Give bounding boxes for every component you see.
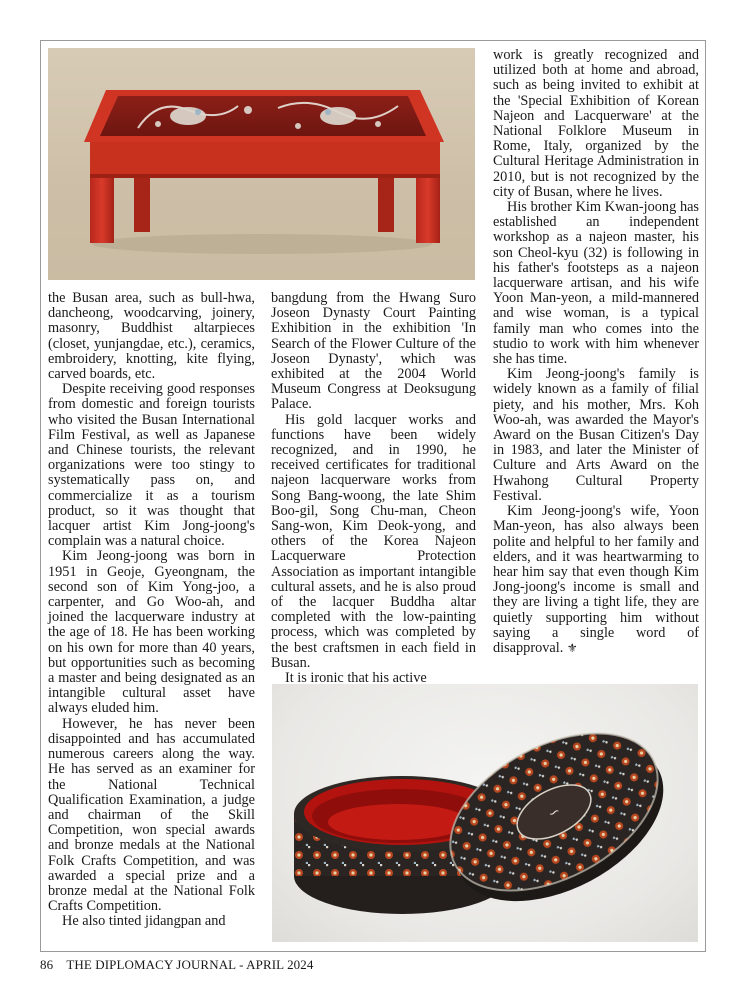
paragraph: the Busan area, such as bull-hwa, dancheong, woodcarving, joinery, masonry, Buddhist altarpieces (closet, yunjangdae, etc.), ceramics, embroidery, knotting, kite flying, carved boards, etc.: [48, 290, 255, 383]
paragraph: Kim Jeong-joong was born in 1951 in Geoje, Gyeongnam, the second son of Kim Yong-joo, a carpenter, and Go Woo-ah, and joined the lacquerware industry at the age of 18. He has been working on his own for more than 40 years, but opportunities such as becoming a master and being designated as an intangible cultural asset have always eluded him.: [48, 548, 255, 717]
publication-name: THE DIPLOMACY JOURNAL - APRIL 2024: [66, 957, 314, 972]
lacquer-box-illustration: [272, 684, 698, 942]
paragraph: [493, 504, 699, 656]
paragraph: Kim Jeong-joong's family is widely known as a family of filial piety, and his mother, Mrs. Koh Woo-ah, was awarded the Mayor's Award on the Busan Citizen's Day in 1983, and later the Minister of Culture and Arts Award on the Hwahong Cultural Property Festival.: [493, 366, 699, 504]
text-column-2: [271, 291, 476, 686]
paragraph: He also tinted jidangpan and: [62, 913, 226, 930]
end-mark-icon: ⚜: [566, 640, 578, 655]
paragraph: His brother Kim Kwan-joong has established an independent workshop as a najeon master, his son Cheol-kyu (32) is following in his father's footsteps as a najeon lacquerware artisan, and his wife Yoon Man-yeon, a mild-mannered and wise woman, is a typical family man who comes into the studio to work with him whenever she has time.: [493, 199, 699, 368]
text-column-1: [48, 291, 255, 930]
paragraph: work is greatly recognized and utilized both at home and abroad, such as being invited to exhibit at the 'Special Exhibition of Korean Najeon and Lacquerware' at the National Folklore Museum in Rome, Italy, organized by the Cultural Heritage Administration in 2010, but is not recognized by the city of Busan, where he lives.: [493, 47, 699, 200]
svg-text:∽: ∽: [545, 803, 564, 823]
paragraph: His gold lacquer works and functions have been widely recognized, and in 1990, he received certificates for traditional najeon lacquerware works from Song Bang-woong, the late Shim Boo-gil, Song Chu-man, Cheon Sang-won, Kim Deok-yong, and others of the Korea Najeon Lacquerware Protection Association as important intangible cultural assets, and he is also proud of the lacquer Buddha altar completed with the low-painting process, which was completed by the best craftsmen in each field in Busan.: [271, 411, 476, 671]
page-number: 86: [40, 957, 54, 972]
page-footer: [40, 957, 313, 973]
paragraph: bangdung from the Hwang Suro Joseon Dynasty Court Painting Exhibition in the exhibition 'In Search of the Flower Culture of the Joseon Dynasty', which was exhibited at the 2004 World Museum Congress at Deoksugung Palace.: [271, 290, 476, 413]
lacquer-table-illustration: [48, 48, 475, 280]
paragraph: Despite receiving good responses from domestic and foreign tourists who visited the Busan International Film Festival, as well as Japanese and Chinese tourists, the relevant organizations were too stingy to systematically pass on, and commercialize it as a tourism product, so it was thought that lacquer artist Kim Jong-joong's complain was a natural choice.: [48, 381, 255, 550]
text-column-3: [493, 48, 699, 656]
paragraph-text: Kim Jeong-joong's wife, Yoon Man-yeon, has also always been polite and helpful to her family and elders, and it was heartwarming to hear him say that even though Kim Jong-joong's income is small and they are living a tight life, they are quietly supporting him without saying a single word of disapproval.: [493, 503, 699, 656]
lacquer-table-photo: [48, 48, 475, 280]
paragraph: However, he has never been disappointed and has accumulated numerous careers along the way. He has served as an examiner for the National Technical Qualification Examination, a judge and chairman of the Skill Competition, won special awards and bronze medals at the National Folk Crafts Competition, and was awarded a special prize and a bronze medal at the National Folk Crafts Competition.: [48, 715, 255, 915]
paragraph: It is ironic that his active: [285, 670, 427, 687]
lacquer-box-photo: [272, 684, 698, 942]
